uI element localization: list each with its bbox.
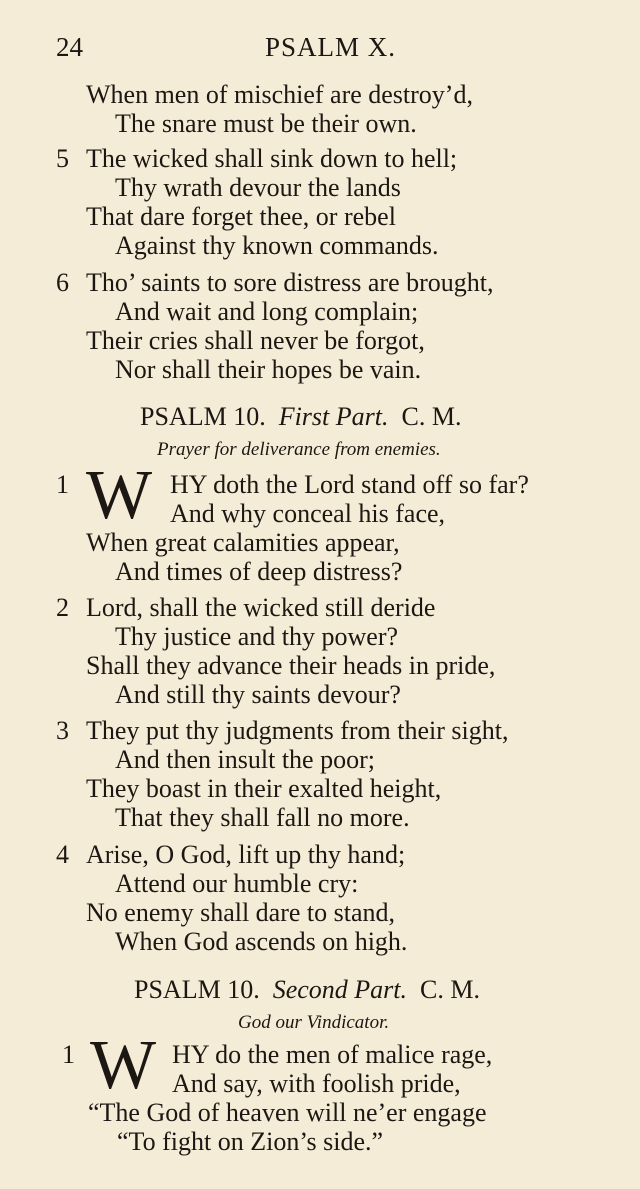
psalm-heading bbox=[134, 975, 480, 1005]
part-label: Second Part. bbox=[272, 975, 408, 1004]
verse-number: 1 bbox=[62, 1040, 75, 1069]
verse-line: The snare must be their own. bbox=[115, 109, 417, 138]
verse-line: The wicked shall sink down to hell; bbox=[86, 144, 458, 173]
verse-line: Against thy known commands. bbox=[115, 231, 439, 260]
verse-line: “To fight on Zion’s side.” bbox=[117, 1127, 384, 1156]
verse-line: No enemy shall dare to stand, bbox=[86, 898, 396, 927]
page-number: 24 bbox=[56, 32, 83, 62]
verse-line: Nor shall their hopes be vain. bbox=[115, 355, 422, 384]
verse-line: And say, with foolish pride, bbox=[172, 1069, 461, 1098]
verse-line: Shall they advance their heads in pride, bbox=[86, 651, 496, 680]
drop-cap: W bbox=[90, 1027, 157, 1104]
verse-line: When men of mischief are destroy’d, bbox=[86, 80, 473, 109]
verse-line: They boast in their exalted height, bbox=[86, 774, 442, 803]
verse-number: 1 bbox=[56, 470, 69, 499]
verse-number: 3 bbox=[56, 716, 69, 745]
verse-line: That dare forget thee, or rebel bbox=[86, 202, 396, 231]
psalm-title: PSALM 10. bbox=[134, 975, 260, 1004]
verse-line: Their cries shall never be forgot, bbox=[86, 326, 425, 355]
psalm-subtitle: Prayer for deliverance from enemies. bbox=[157, 439, 441, 460]
verse-number: 4 bbox=[56, 840, 69, 869]
verse-line: Tho’ saints to sore distress are brought, bbox=[86, 268, 494, 297]
verse-line: Thy justice and thy power? bbox=[115, 622, 399, 651]
psalm-heading bbox=[140, 402, 461, 432]
verse-line: That they shall fall no more. bbox=[115, 803, 410, 832]
drop-cap: W bbox=[86, 457, 153, 534]
verse-number: 6 bbox=[56, 268, 69, 297]
verse-line: When God ascends on high. bbox=[115, 927, 408, 956]
psalm-title: PSALM 10. bbox=[140, 402, 266, 431]
verse-number: 5 bbox=[56, 144, 69, 173]
page-header bbox=[0, 30, 640, 66]
part-label: First Part. bbox=[278, 402, 389, 431]
verse-line: And still thy saints devour? bbox=[115, 680, 401, 709]
verse-line: Lord, shall the wicked still deride bbox=[86, 593, 436, 622]
verse-line: “The God of heaven will ne’er engage bbox=[88, 1098, 487, 1127]
meter-label: C. M. bbox=[401, 402, 462, 431]
psalm-subtitle: God our Vindicator. bbox=[238, 1012, 390, 1033]
verse-line: And then insult the poor; bbox=[115, 745, 375, 774]
verse-line: When great calamities appear, bbox=[86, 528, 400, 557]
verse-line: Thy wrath devour the lands bbox=[115, 173, 401, 202]
verse-line: And wait and long complain; bbox=[115, 297, 419, 326]
verse-line: Arise, O God, lift up thy hand; bbox=[86, 840, 406, 869]
verse-line: And why conceal his face, bbox=[170, 499, 446, 528]
meter-label: C. M. bbox=[420, 975, 480, 1004]
verse-line: HY do the men of malice rage, bbox=[172, 1040, 493, 1069]
verse-line: Attend our humble cry: bbox=[115, 869, 359, 898]
running-title: PSALM X. bbox=[265, 32, 397, 62]
verse-number: 2 bbox=[56, 593, 69, 622]
verse-line: HY doth the Lord stand off so far? bbox=[170, 470, 529, 499]
verse-line: They put thy judgments from their sight, bbox=[86, 716, 509, 745]
verse-line: And times of deep distress? bbox=[115, 557, 403, 586]
